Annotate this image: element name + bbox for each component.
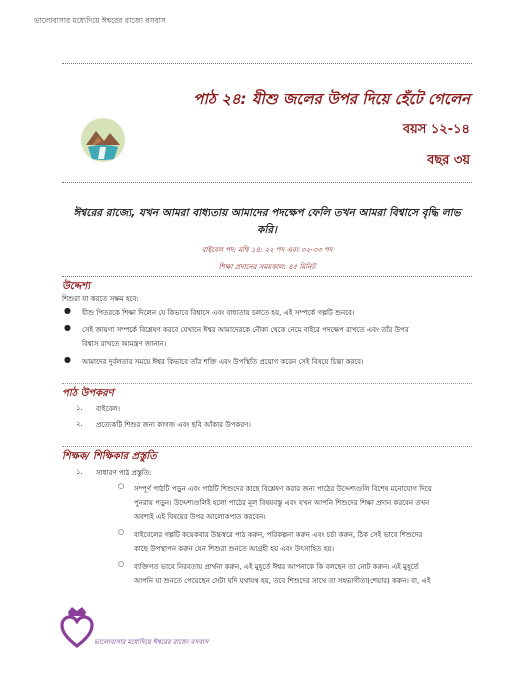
age-range: বয়স ১২-১৪ — [402, 122, 470, 137]
prep-line: পুনরায় পড়ুন। উদ্দেশ্যগুলিই হলো পাঠের মূল বিষয়বস্তু এবং যখন আপনি শিশুদের শিক্ষা প্রদান করবেন তখন — [134, 499, 430, 507]
objective-heading: উদ্দেশ্য — [62, 281, 91, 292]
bullet-icon: ● — [64, 323, 71, 332]
divider — [62, 383, 472, 384]
prep-line: আপনি যা শুনতে পেয়েছেন সেটা যদি যথাযথ হয়, তবে শিশুদের সাথে তা সহভাগীতা(শেয়ার) করুন। বা, এই — [134, 577, 431, 585]
bullet-icon: ● — [64, 355, 71, 364]
lesson-duration: শিক্ষা প্রদানের সময়কাল: ৪৫ মিনিট — [218, 263, 316, 271]
teacher-prep-item: সাধারণ পাঠ প্রস্তুতি: — [96, 469, 152, 477]
divider — [62, 446, 472, 447]
objective-intro: শিশুরা যা করতে সক্ষম হবে: — [62, 295, 139, 303]
year-label: বছর ৩য় — [427, 153, 470, 168]
list-number: ১. — [76, 404, 83, 412]
materials-item: বাইবেল। — [96, 405, 120, 413]
footer-text: ভালোবাসার মধ্যেদিয়ে ঈশ্বরের রাজ্যে বসবাস — [94, 638, 209, 646]
bullet-icon: ● — [64, 306, 71, 315]
objective-item-cont: বিশ্বাস রাখতে আমন্ত্রণ জানান। — [82, 340, 167, 348]
objective-item: যীশু পিতরকে শিক্ষা দিলেন যে কিভাবে বিশ্বাসে এবং বাধ্যতায় চলতে হয়, এই সম্পর্কে গল্পটি শুনবে। — [82, 309, 355, 317]
teacher-prep-heading: শিক্ষক/ শিক্ষিকার প্রস্তুতি — [62, 451, 157, 462]
bible-reference: বাইবেল পদ: মথি ১৪: ২২ পদ এবং ৩২-৩৩ পদ — [201, 246, 333, 254]
list-number: ২. — [76, 420, 83, 428]
circle-bullet-icon: ○ — [118, 560, 125, 568]
lesson-title: পাঠ ২৪: যীশু জলের উপর দিয়ে হেঁটে গেলেন — [193, 90, 470, 108]
circle-bullet-icon: ○ — [118, 528, 125, 536]
prep-line: অবশ্যই এই বিষয়ের উপর আলোকপাত করবেন। — [134, 513, 266, 521]
circle-bullet-icon: ○ — [118, 482, 125, 490]
crown-heart-logo-icon — [60, 606, 94, 650]
prep-line: ব্যক্তিগত ভাবে নিরবতায় প্রার্থনা করুন, এই মুহূর্তে ঈশ্বর আপনাকে কি বলছেন তা নোট করুন। এই মুহূর্তে — [134, 563, 419, 571]
list-number: ১. — [76, 468, 83, 476]
prep-line: বাইবেলের গল্পটি কয়েকবার উচ্চস্বরে পাঠ করুন, পরিকল্পনা করুন এবং চর্চা করুন, ঠিক সেই ভাবে শিশুদের — [134, 531, 423, 539]
materials-heading: পাঠ উপকরণ — [62, 388, 114, 399]
objective-item: সেই জায়গা সম্পর্কে বিশ্লেষণ করবে যেখানে ঈশ্বর আমাদেরকে নৌকা থেকে নেমে বাইরে পদক্ষেপ রাখতে এবং তাঁর উপর — [82, 326, 409, 334]
lesson-theme: ঈশ্বরের রাজ্যে, যখন আমরা বাধ্যতায় আমাদের পদক্ষেপ ফেলি তখন আমরা বিশ্বাসে বৃদ্ধি লাভ করি। — [73, 207, 461, 236]
divider — [62, 182, 472, 183]
objective-item: আমাদের দুর্বলতার সময়ে ঈশ্বর কিভাবে তাঁর শক্তি এবং উপস্থিতি প্রয়োগ করেন সেই বিষয়ে চিন্তা করবে। — [82, 358, 364, 366]
prep-line: সম্পূর্ণ পাঠটি পড়ুন এবং পাঠটি শিশুদের কাছে বিশ্লেষণ করার জন্য পাঠের উদ্দেশ্যগুলি বিশেষ মনোযোগ দিয়ে — [134, 485, 432, 493]
divider — [62, 276, 472, 277]
prep-line: কাছে উপস্থাপন করুন যেন শিশুরা শুনতে আগ্রহী হয় এবং উৎসাহিত হয়। — [134, 545, 335, 553]
mountain-water-icon — [80, 117, 126, 163]
materials-item: প্রত্যেকটি শিশুর জন্য কাগজ এবং ছবি আঁকার উপকরণ। — [96, 421, 251, 429]
running-header: ভালোবাসার মধ্যেদিয়ে ঈশ্বরের রাজ্যে বসবাস — [34, 16, 166, 25]
divider — [62, 63, 472, 64]
